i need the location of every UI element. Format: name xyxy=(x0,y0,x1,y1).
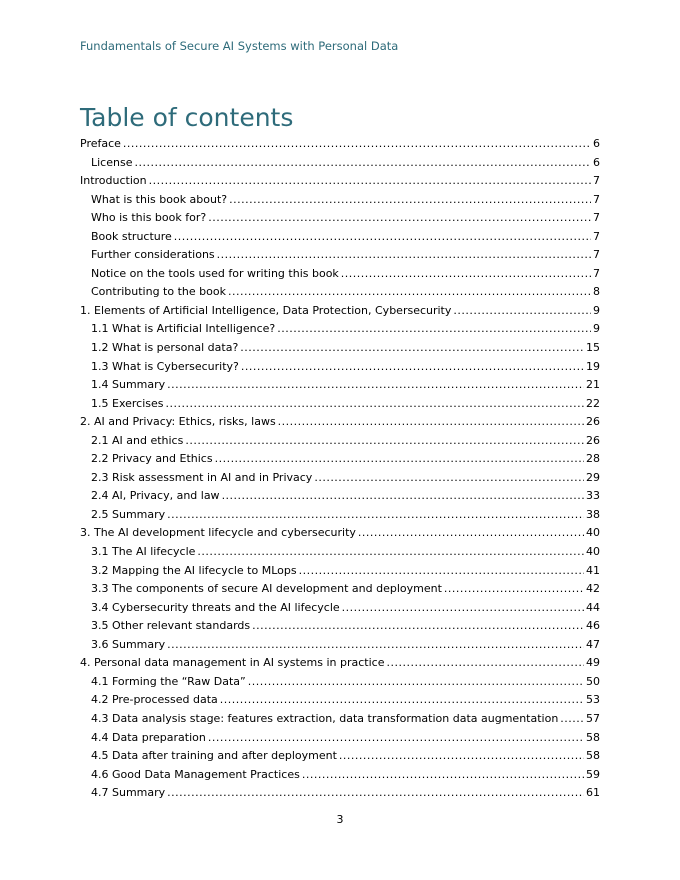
dot-leader xyxy=(208,729,584,748)
toc-entry-title: 1.5 Exercises xyxy=(91,396,164,410)
dot-leader xyxy=(166,395,585,414)
dot-leader xyxy=(149,172,591,191)
toc-entry-page: 50 xyxy=(586,674,600,688)
dot-leader xyxy=(229,191,591,210)
toc-entry[interactable] xyxy=(80,580,600,599)
toc-entry-page: 58 xyxy=(586,749,600,763)
toc-entry-title: 3.2 Mapping the AI lifecycle to MLops xyxy=(91,563,297,577)
toc-entry[interactable] xyxy=(80,172,600,191)
toc-entry[interactable] xyxy=(80,506,600,525)
dot-leader xyxy=(240,339,584,358)
dot-leader xyxy=(174,228,591,247)
toc-entry-page: 7 xyxy=(593,229,600,243)
toc-entry-title: 1.3 What is Cybersecurity? xyxy=(91,359,239,373)
toc-entry-title: Preface xyxy=(80,137,121,150)
toc-entry-title: Notice on the tools used for writing this book xyxy=(91,266,339,280)
toc-entry[interactable] xyxy=(80,283,600,302)
dot-leader xyxy=(444,580,584,599)
toc-entry-title: 4.3 Data analysis stage: features extraction, data transformation data augmentation xyxy=(91,711,559,725)
toc-entry-title: License xyxy=(91,155,133,169)
toc-entry-title: Book structure xyxy=(91,229,172,243)
page-title: Table of contents xyxy=(80,103,294,132)
dot-leader xyxy=(215,450,584,469)
toc-entry-page: 7 xyxy=(593,211,600,225)
toc-entry-page: 61 xyxy=(586,786,600,800)
page-number: 3 xyxy=(336,813,344,826)
toc-entry-title: 3.5 Other relevant standards xyxy=(91,619,251,633)
toc-entry-title: 1.4 Summary xyxy=(91,378,166,392)
toc-entry[interactable] xyxy=(80,747,600,766)
toc-entry[interactable] xyxy=(80,599,600,618)
toc-entry[interactable] xyxy=(80,617,600,636)
dot-leader xyxy=(277,320,591,339)
dot-leader xyxy=(342,599,584,618)
toc-entry-title: 4.6 Good Data Management Practices xyxy=(91,767,300,781)
toc-entry[interactable] xyxy=(80,636,600,655)
dot-leader xyxy=(358,524,584,543)
toc-entry[interactable] xyxy=(80,339,600,358)
toc-entry-title: Introduction xyxy=(80,174,147,188)
toc-entry-page: 6 xyxy=(593,155,600,169)
toc-entry[interactable] xyxy=(80,450,600,469)
toc-entry-title: 2.3 Risk assessment in AI and in Privacy xyxy=(91,470,313,484)
toc-entry-page: 7 xyxy=(593,174,600,188)
toc-entry[interactable] xyxy=(80,784,600,803)
toc-entry-page: 22 xyxy=(586,396,600,410)
dot-leader xyxy=(217,246,591,265)
toc-entry-page: 8 xyxy=(593,285,600,299)
toc-entry[interactable] xyxy=(80,562,600,581)
toc-entry-title: 4.4 Data preparation xyxy=(91,730,206,744)
toc-entry-title: What is this book about? xyxy=(91,192,228,206)
dot-leader xyxy=(252,617,584,636)
toc-entry-page: 47 xyxy=(586,637,600,651)
toc-entry[interactable] xyxy=(80,413,600,432)
toc-entry-page: 26 xyxy=(586,433,600,447)
dot-leader xyxy=(220,691,584,710)
toc-entry-page: 19 xyxy=(586,359,600,373)
toc-entry[interactable] xyxy=(80,543,600,562)
toc-entry-title: 3.1 The AI lifecycle xyxy=(91,545,196,559)
dot-leader xyxy=(314,469,584,488)
toc-entry[interactable] xyxy=(80,302,600,321)
toc-entry-page: 26 xyxy=(586,415,600,429)
dot-leader xyxy=(208,209,591,228)
toc-entry[interactable] xyxy=(80,691,600,710)
dot-leader xyxy=(167,636,584,655)
toc-entry[interactable] xyxy=(80,376,600,395)
toc-entry[interactable] xyxy=(80,154,600,173)
toc-entry-title: 3.3 The components of secure AI development and deployment xyxy=(91,582,442,596)
toc-entry-page: 49 xyxy=(586,656,600,670)
toc-entry-title: Contributing to the book xyxy=(91,285,226,299)
toc-entry-page: 58 xyxy=(586,730,600,744)
toc-entry-title: 2.1 AI and ethics xyxy=(91,433,184,447)
toc-entry[interactable] xyxy=(80,135,600,154)
dot-leader xyxy=(167,784,584,803)
dot-leader xyxy=(453,302,591,321)
dot-leader xyxy=(248,673,584,692)
toc-entry-title: 3.4 Cybersecurity threats and the AI lifecycle xyxy=(91,600,340,614)
table-of-contents xyxy=(80,135,600,803)
toc-entry-page: 15 xyxy=(586,341,600,355)
dot-leader xyxy=(123,135,591,154)
dot-leader xyxy=(167,376,584,395)
toc-entry-title: 4.5 Data after training and after deployment xyxy=(91,749,337,763)
toc-entry-title: 2.5 Summary xyxy=(91,507,166,521)
toc-entry-page: 38 xyxy=(586,507,600,521)
toc-entry-page: 33 xyxy=(586,489,600,503)
dot-leader xyxy=(278,413,584,432)
dot-leader xyxy=(241,358,584,377)
toc-entry[interactable] xyxy=(80,228,600,247)
toc-entry-page: 44 xyxy=(586,600,600,614)
toc-entry-page: 40 xyxy=(586,526,600,540)
toc-entry-title: 1.1 What is Artificial Intelligence? xyxy=(91,322,276,336)
toc-entry-title: Further considerations xyxy=(91,248,215,262)
running-header: Fundamentals of Secure AI Systems with Personal Data xyxy=(80,39,399,53)
toc-entry-page: 40 xyxy=(586,545,600,559)
toc-entry-title: 2.2 Privacy and Ethics xyxy=(91,452,213,466)
toc-entry-title: 4.1 Forming the “Raw Data” xyxy=(91,674,246,688)
toc-entry[interactable] xyxy=(80,265,600,284)
toc-entry-title: 2.4 AI, Privacy, and law xyxy=(91,489,220,503)
toc-entry[interactable] xyxy=(80,191,600,210)
toc-entry-title: 1.2 What is personal data? xyxy=(91,341,239,355)
toc-entry[interactable] xyxy=(80,487,600,506)
dot-leader xyxy=(299,562,584,581)
dot-leader xyxy=(341,265,591,284)
dot-leader xyxy=(228,283,591,302)
dot-leader xyxy=(185,432,584,451)
toc-entry-page: 7 xyxy=(593,266,600,280)
toc-entry[interactable] xyxy=(80,469,600,488)
toc-entry[interactable] xyxy=(80,320,600,339)
dot-leader xyxy=(560,710,584,729)
dot-leader xyxy=(134,154,591,173)
toc-entry-title: Who is this book for? xyxy=(91,211,207,225)
toc-entry[interactable] xyxy=(80,710,600,729)
toc-entry-page: 6 xyxy=(593,137,600,150)
toc-entry-page: 21 xyxy=(586,378,600,392)
dot-leader xyxy=(339,747,584,766)
dot-leader xyxy=(387,654,585,673)
toc-entry-page: 46 xyxy=(586,619,600,633)
dot-leader xyxy=(197,543,584,562)
toc-entry[interactable] xyxy=(80,654,600,673)
toc-entry-page: 53 xyxy=(586,693,600,707)
toc-entry-title: 4. Personal data management in AI systems in practice xyxy=(80,656,385,670)
toc-entry-title: 4.7 Summary xyxy=(91,786,166,800)
toc-entry-page: 9 xyxy=(593,303,600,317)
toc-entry-title: 3. The AI development lifecycle and cybersecurity xyxy=(80,526,356,540)
toc-entry-page: 59 xyxy=(586,767,600,781)
toc-entry-page: 42 xyxy=(586,582,600,596)
toc-entry-page: 9 xyxy=(593,322,600,336)
toc-entry[interactable] xyxy=(80,673,600,692)
toc-entry[interactable] xyxy=(80,246,600,265)
dot-leader xyxy=(222,487,584,506)
toc-entry[interactable] xyxy=(80,358,600,377)
toc-entry-page: 29 xyxy=(586,470,600,484)
dot-leader xyxy=(167,506,584,525)
toc-entry[interactable] xyxy=(80,395,600,414)
toc-entry-page: 28 xyxy=(586,452,600,466)
toc-entry-page: 7 xyxy=(593,192,600,206)
toc-entry-title: 1. Elements of Artificial Intelligence, Data Protection, Cybersecurity xyxy=(80,303,452,317)
toc-entry[interactable] xyxy=(80,209,600,228)
toc-entry-page: 57 xyxy=(586,711,600,725)
toc-entry-title: 4.2 Pre-processed data xyxy=(91,693,218,707)
toc-entry[interactable] xyxy=(80,432,600,451)
toc-entry-page: 7 xyxy=(593,248,600,262)
toc-entry-title: 3.6 Summary xyxy=(91,637,166,651)
toc-entry[interactable] xyxy=(80,766,600,785)
dot-leader xyxy=(302,766,584,785)
toc-entry[interactable] xyxy=(80,524,600,543)
toc-entry[interactable] xyxy=(80,729,600,748)
toc-entry-title: 2. AI and Privacy: Ethics, risks, laws xyxy=(80,415,276,429)
toc-entry-page: 41 xyxy=(586,563,600,577)
